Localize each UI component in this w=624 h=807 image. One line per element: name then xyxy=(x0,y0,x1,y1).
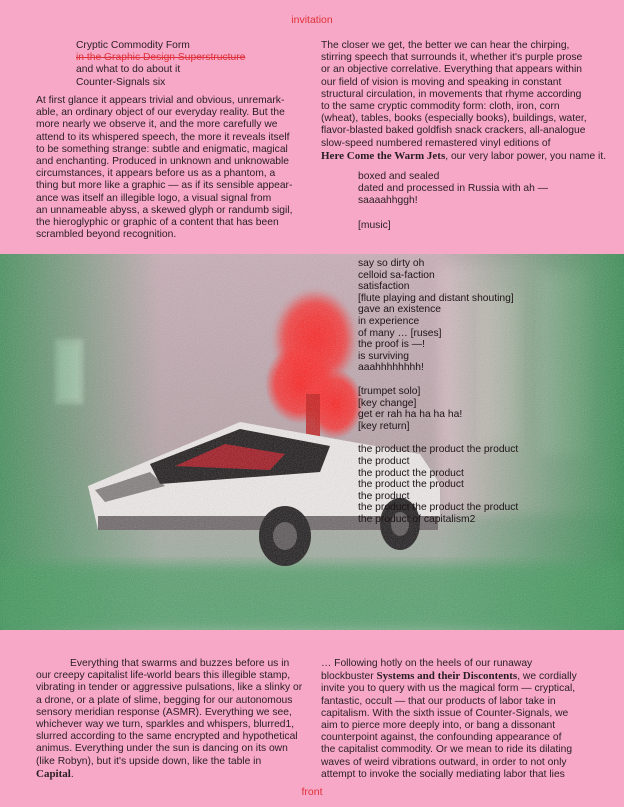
lyric-line: [key change] xyxy=(358,397,417,409)
lyrics-upper xyxy=(358,171,548,232)
left-paragraph-line: attend to its whispered speech, the more it reveals itself xyxy=(36,131,290,143)
lyric-line: [music] xyxy=(358,219,391,231)
left-paragraph-line: to be something strange: subtle and enigmatic, magical xyxy=(36,143,288,155)
lyric-line: the product of capitalism2 xyxy=(358,513,476,525)
left-paragraph-line: the hieroglyphic or graphic of a content that has been xyxy=(36,217,279,229)
left-paragraph-line: able, an ordinary object of our everyday reality. But the xyxy=(36,107,285,119)
right-paragraph-tail: , our very labor power, you name it. xyxy=(445,150,607,162)
footer-label: front xyxy=(301,786,323,798)
lyric-line: the product the product the product xyxy=(358,502,519,514)
bottom-left-paragraph xyxy=(36,658,302,781)
lyric-line: saaaahhggh! xyxy=(358,195,418,207)
lyric-line: in experience xyxy=(358,315,420,327)
right-paragraph-line: to the same cryptic commodity form: cloth, iron, corn xyxy=(321,101,560,113)
title-block xyxy=(76,40,245,89)
left-paragraph-line: more nearly we observe it, and the more carefully we xyxy=(36,119,278,131)
lyric-line: the product xyxy=(358,490,410,502)
publication-title: Systems and their Discontents xyxy=(376,670,518,683)
capital-period: . xyxy=(70,768,74,780)
lyric-line: get er rah ha ha ha ha! xyxy=(358,409,463,421)
cybertruck-photo xyxy=(0,254,624,630)
lyric-line: satisfaction xyxy=(358,281,410,293)
lyric-line: aaahhhhhhhh! xyxy=(358,362,424,374)
bottom-left-line: whichever way we turn, sparkles and whispers, blurred1, xyxy=(36,719,295,731)
bottom-right-paragraph xyxy=(321,658,577,781)
line-suffix: , we cordially xyxy=(517,671,577,683)
title-line: Counter-Signals six xyxy=(76,76,166,88)
bottom-left-line: a drone, or a plate of slime, begging for our autonomous xyxy=(36,694,293,706)
album-title: Here Come the Warm Jets xyxy=(321,149,446,162)
title-line: and what to do about it xyxy=(76,64,181,76)
bottom-left-line: sensory meridian response (ASMR). Everything we see, xyxy=(36,706,292,718)
right-paragraph-line: The closer we get, the better we can hear the chirping, xyxy=(321,40,570,51)
right-paragraph-line: or an objective correlative. Everything that appears within xyxy=(321,64,582,76)
lyric-line: dated and processed in Russia with ah — xyxy=(358,183,549,195)
bottom-left-line: animus. Everything under the sun is dancing on its own xyxy=(36,743,288,755)
bottom-right-line: waves of weird vibrations outward, in order to not only xyxy=(321,756,567,768)
right-paragraph-line: structural circulation, in movements that rhyme according xyxy=(321,88,582,100)
line-prefix: blockbuster xyxy=(321,671,377,683)
bottom-right-line: the capitalist commodity. Or we mean to ride its dilating xyxy=(321,744,573,756)
lyric-line: of many … [ruses] xyxy=(358,327,442,339)
lyric-line: the product the product xyxy=(358,467,464,479)
right-paragraph-line: flavor-blasted baked goldfish snack crackers, all-analogue xyxy=(321,125,586,137)
left-paragraph-line: thing but more like a graphic — as if its sensible appear- xyxy=(36,180,293,192)
bottom-right-line: invite you to query with us the magical form — cryptical, xyxy=(321,683,576,695)
header-label: invitation xyxy=(291,14,333,26)
lyric-line: [flute playing and distant shouting] xyxy=(358,292,514,304)
bottom-right-line: capitalism. With the sixth issue of Counter-Signals, we xyxy=(321,707,569,719)
bottom-right-line: … Following hotly on the heels of our runaway xyxy=(321,658,533,669)
lyric-line: the product the product xyxy=(358,479,464,491)
bottom-left-line: slurred according to the same encrypted and hypothetical xyxy=(36,731,298,743)
bottom-left-line: our creepy capitalist life-world bears this illegible stamp, xyxy=(36,670,291,682)
lyric-line: celloid sa-faction xyxy=(358,269,435,281)
capital-title: Capital xyxy=(36,767,71,780)
left-paragraph-line: At first glance it appears trivial and obvious, unremark- xyxy=(36,95,285,106)
right-paragraph xyxy=(321,40,606,163)
left-paragraph-line: and enchanting. Produced in unknown and unknowable xyxy=(36,156,290,168)
right-paragraph-line: stirring speech that surrounds it, whether it's purple prose xyxy=(321,52,583,64)
title-struck-line: in the Graphic Design Superstructure xyxy=(76,52,246,64)
lyric-line: is surviving xyxy=(358,350,409,362)
bottom-right-line: attempt to invoke the socially mediating labor that lies xyxy=(321,768,565,780)
left-paragraph xyxy=(36,95,292,241)
lyric-line: gave an existence xyxy=(358,304,442,316)
lyric-line: say so dirty oh xyxy=(358,258,425,269)
right-paragraph-line: our field of vision is moving and speaking in constant xyxy=(321,76,562,88)
left-paragraph-line: an unnameable abyss, a skewed glyph or randumb sigil, xyxy=(36,204,293,216)
lyric-line: the product xyxy=(358,455,410,467)
lyric-line: [key return] xyxy=(358,420,410,432)
left-paragraph-line: ance was itself an illegible logo, a visual signal from xyxy=(36,192,272,204)
lyric-line: the product the product the product xyxy=(358,444,519,456)
bottom-left-line: (like Robyn), but it's upside down, like the table in xyxy=(36,755,262,767)
bottom-left-line: Everything that swarms and buzzes before us in xyxy=(70,658,290,669)
lyric-line: [trumpet solo] xyxy=(358,385,421,397)
title-line: Cryptic Commodity Form xyxy=(76,40,190,51)
right-paragraph-line: slow-speed numbered remastered vinyl editions of xyxy=(321,137,551,149)
bottom-right-line: fantastic, occult — that our products of labor take in xyxy=(321,695,556,707)
left-paragraph-line: circumstances, it appears before us as a phantom, a xyxy=(36,168,276,180)
bottom-right-line: counterpoint against, the confounding appearance of xyxy=(321,732,562,744)
lyric-line: boxed and sealed xyxy=(358,171,440,182)
bottom-left-line: vibrating in tender or aggressive pulsations, like a slinky or xyxy=(36,682,303,694)
right-paragraph-line: (wheat), tables, books (especially books), buildings, water, xyxy=(321,113,587,125)
lyric-line: the proof is —! xyxy=(358,339,425,351)
left-paragraph-line: scrambled beyond recognition. xyxy=(36,229,177,241)
lyrics-overlay xyxy=(358,258,518,525)
bottom-right-line: aim to pierce more deeply into, or bang a dissonant xyxy=(321,720,556,732)
